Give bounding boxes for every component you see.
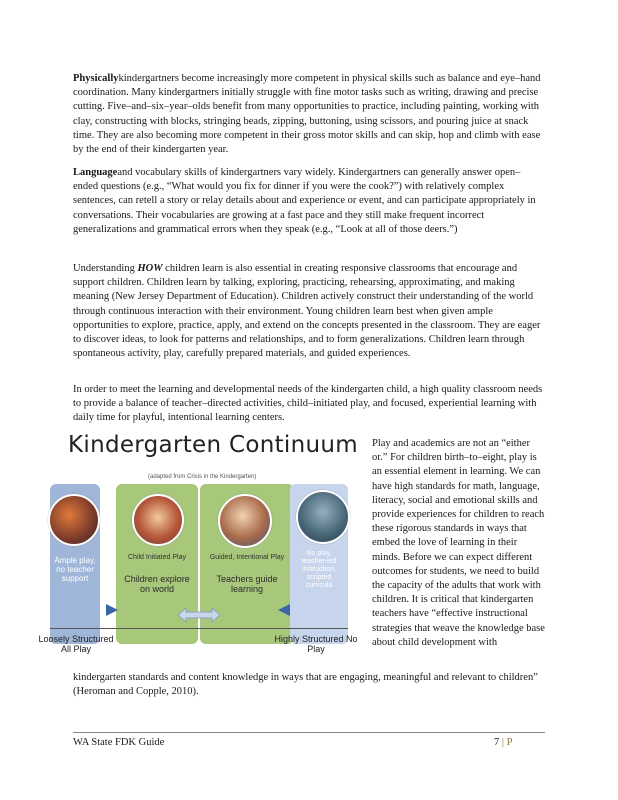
teacher-child-photo — [218, 494, 272, 548]
paragraph-text: In order to meet the learning and developmental needs of the kindergarten child, a high quality classroom needs to provide a balance of teacher‒directed activities, child‒initiated play, and focused, experiential learning with daily time for playful, intentional learning centers. — [73, 384, 543, 424]
col3-big-caption: Teachers guide learning — [216, 574, 278, 594]
kindergarten-continuum-figure — [38, 432, 368, 667]
paragraph-text: children learn is also essential in creating responsive classrooms that encourage and support children. Children learn by talking, exploring, practicing, rehearsing, approximating, and making meaning (New Jersey Department of Education). Children actively construct their understanding of the world through continuous interaction with their environment. Young children learn best when given ample opportunities to explore, practice, apply, and extend on the concepts presented in the classroom. They are eager to discover ideas, to look for patterns and relationships, and to form generalizations. Children learn through spontaneous activity, play, carefully prepared materials, and guided experiences. — [73, 263, 541, 360]
col4-caption: No play, teacher-led instruction, scripted curricula — [301, 550, 337, 589]
paragraph-physical — [73, 72, 545, 157]
col2-small-caption: Child Initiated Play — [128, 554, 186, 561]
axis-label-right: Highly Structured No Play — [274, 634, 358, 654]
footer-rule — [73, 732, 545, 733]
paragraph-language — [73, 166, 545, 237]
figure-title: Kindergarten Continuum — [68, 432, 358, 458]
paragraph-how-children-learn — [73, 262, 545, 361]
paragraph-text: kindergartners become increasingly more competent in physical skills such as balance and eye‒hand coordination. Many kindergartners initially struggle with fine motor tasks such as writing, drawing and precise cutting. Five‒and‒six‒year‒olds benefit from many opportunities to practice, including painting, working with clay, constructing with blocks, stringing beads, zipping, buttoning, using scissors, and pouring juice at snack time. They are also becoming more competent in their gross motor skills and can skip, hop and climb with ease by the end of their kindergarten year. — [73, 73, 541, 156]
continuum-axis — [50, 628, 348, 629]
sidebar-paragraph: Play and academics are not an “either or.” For children birth‒to‒eight, play is an essential element in learning. We can have high standards for math, language, literacy, social and emotional skills and provide experiences for children to reach these rigorous standards in ways that embed the love of learning in their minds. Before we can expect different outcomes for students, we need to build the capacity of the adults that work with children. It is critical that kindergarten teachers have “effective instructional strategies that weave the knowledge base about child development with — [372, 438, 545, 648]
page-separator: | — [501, 737, 504, 748]
axis-label-left: Loosely Structured All Play — [38, 634, 114, 654]
figure-subtitle: (adapted from Crisis in the Kindergarten) — [148, 474, 257, 480]
col3-small-caption: Guided, Intentional Play — [209, 554, 285, 561]
lecture-photo — [296, 490, 350, 544]
classroom-photo — [48, 494, 100, 546]
page-number — [494, 737, 512, 748]
arrow-right-icon — [106, 604, 118, 616]
paragraph-pre: Understanding — [73, 263, 138, 274]
col1-caption: Ample play, no teacher support — [54, 556, 96, 583]
paragraph-lead: Language — [73, 167, 118, 178]
footer-title: WA State FDK Guide — [73, 737, 165, 748]
double-arrow-icon — [178, 608, 220, 622]
col2-big-caption: Children explore on world — [124, 574, 190, 594]
page-label: P — [506, 737, 513, 748]
child-playing-photo — [132, 494, 184, 546]
paragraph-balance — [73, 383, 545, 426]
paragraph-emphasis: HOW — [137, 263, 163, 274]
paragraph-lead: Physically — [73, 73, 119, 84]
continuation-paragraph: kindergarten standards and content knowledge in ways that are engaging, meaningful and relevant to children” (Heroman and Copple, 2010). — [73, 672, 538, 698]
page-num: 7 — [494, 737, 500, 748]
paragraph-text: and vocabulary skills of kindergartners vary widely. Kindergartners can generally answer open‒ended questions (e.g., “What would you fix for dinner if you were the cook?”) with relatively complex sentences, can retell a story or relay details about and experience or event, and can participate appropriately in conversations. Their vocabularies are growing at a fast pace and they still make frequent incorrect generalizations and grammatical errors when they speak (e.g., “Look at all of those deers.”) — [73, 167, 536, 235]
arrow-left-icon — [278, 604, 290, 616]
